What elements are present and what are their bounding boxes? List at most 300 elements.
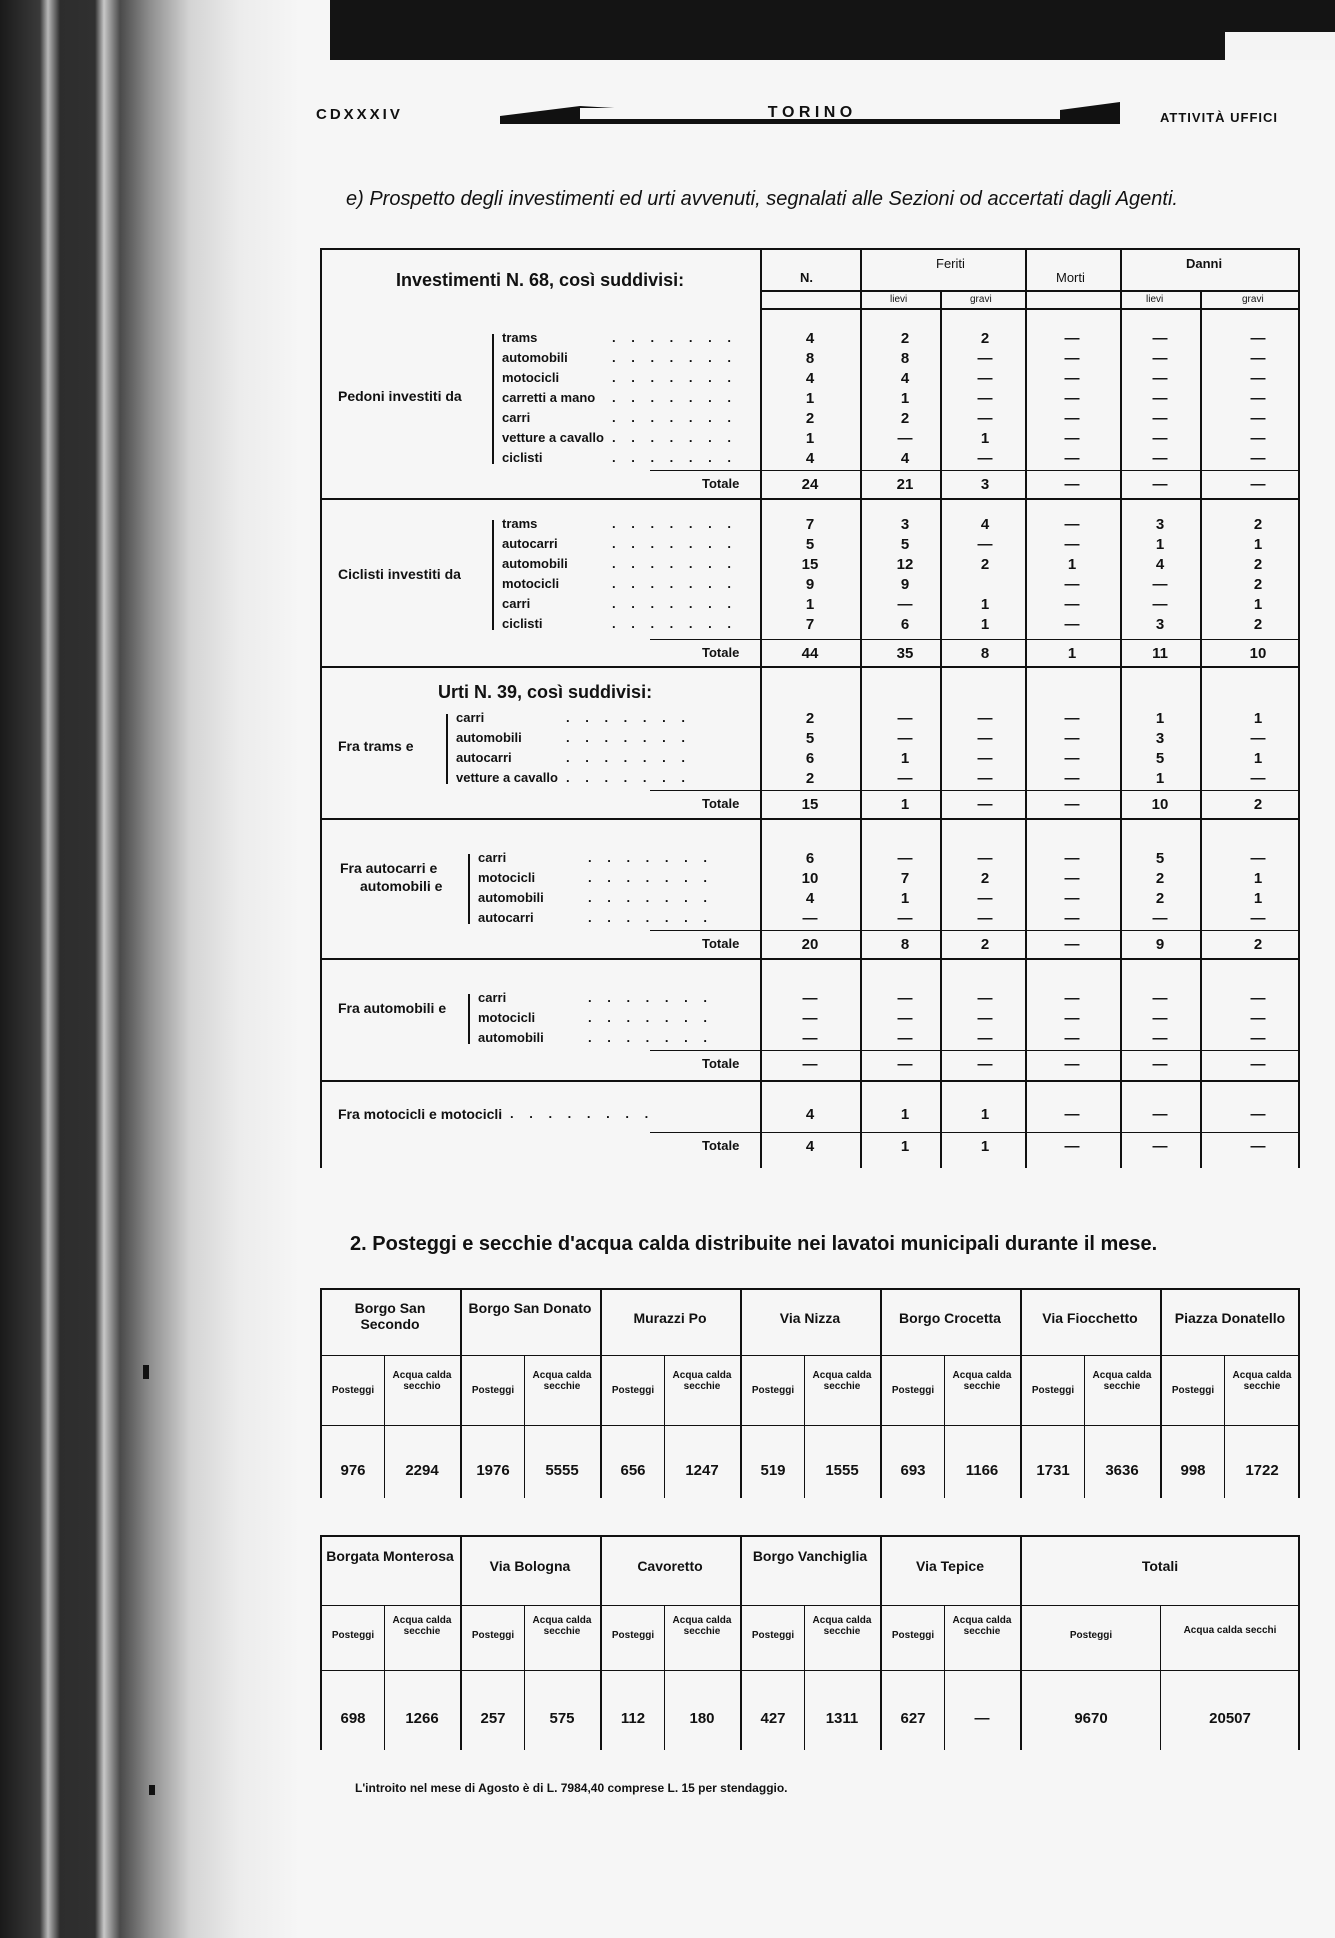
value-fg: — <box>977 1030 993 1047</box>
section-e-title: e) Prospetto degli investimenti ed urti avvenuti, segnalati alle Sezioni od accertati dagli Agenti. <box>346 188 1178 210</box>
table-rule-right <box>1298 248 1300 1168</box>
total-m: — <box>1064 1056 1080 1073</box>
sub-acqua: Acqua calda secchie <box>392 1615 452 1637</box>
total-fg: 1 <box>980 1138 990 1155</box>
value-dl: — <box>1152 1106 1168 1123</box>
value-fg: — <box>977 850 993 867</box>
row-label: autocarri <box>478 910 534 925</box>
row-label: carri <box>456 710 485 725</box>
total-label: Totale <box>702 1138 740 1153</box>
leader-dots: . . . . . . . <box>588 910 713 925</box>
row-label: automobili <box>478 1030 544 1045</box>
acqua-value: 1166 <box>965 1462 999 1479</box>
value-fl: 9 <box>900 576 910 593</box>
acqua-value: 1266 <box>405 1710 439 1727</box>
posteggi-value: 1731 <box>1036 1462 1070 1479</box>
sub-posteggi: Posteggi <box>331 1385 375 1396</box>
value-fl: — <box>897 990 913 1007</box>
total-label: Totale <box>702 1056 740 1071</box>
value-dl: — <box>1152 330 1168 347</box>
location-name: Borgo Vanchiglia <box>752 1548 868 1564</box>
location-name: Via Nizza <box>779 1310 841 1326</box>
value-dl: — <box>1152 370 1168 387</box>
acqua-value: 575 <box>549 1710 575 1727</box>
row-label: motocicli <box>502 370 560 385</box>
value-n: 4 <box>805 450 815 467</box>
value-m: — <box>1064 596 1080 613</box>
urti-heading: Urti N. 39, così suddivisi: <box>438 682 653 702</box>
value-fl: 1 <box>900 1106 910 1123</box>
value-n: — <box>802 910 818 927</box>
value-fg: — <box>977 390 993 407</box>
value-m: — <box>1064 330 1080 347</box>
value-m: — <box>1064 770 1080 787</box>
total-dg: — <box>1250 476 1266 493</box>
total-label: Totale <box>702 796 740 811</box>
value-dl: — <box>1152 410 1168 427</box>
value-dg: — <box>1250 1030 1266 1047</box>
value-fl: 2 <box>900 330 910 347</box>
value-fg: 2 <box>980 870 990 887</box>
value-dl: 1 <box>1155 536 1165 553</box>
value-m: 1 <box>1067 556 1077 573</box>
value-fg: 2 <box>980 556 990 573</box>
location-name: Borgata Monterosa <box>326 1548 454 1564</box>
value-fg: 2 <box>980 330 990 347</box>
total-label: Totale <box>702 936 740 951</box>
row-label: vetture a cavallo <box>456 770 558 785</box>
value-m: — <box>1064 850 1080 867</box>
total-dl: — <box>1152 1056 1168 1073</box>
value-m: — <box>1064 616 1080 633</box>
row-label: carri <box>502 410 531 425</box>
leader-dots: . . . . . . . <box>566 770 691 785</box>
value-dl: — <box>1152 450 1168 467</box>
leader-dots: . . . . . . . <box>566 730 691 745</box>
value-fl: 7 <box>900 870 910 887</box>
totali-posteggi: 9670 <box>1074 1710 1108 1727</box>
value-m: — <box>1064 890 1080 907</box>
row-label: automobili <box>456 730 522 745</box>
value-dg: 1 <box>1253 710 1263 727</box>
posteggi-value: 112 <box>620 1710 646 1727</box>
posteggi-value: 656 <box>620 1462 646 1479</box>
value-dg: 2 <box>1253 576 1263 593</box>
value-fl: — <box>897 710 913 727</box>
value-dg: — <box>1250 1010 1266 1027</box>
value-n: 7 <box>805 616 815 633</box>
table2-sub-rule <box>664 1605 665 1750</box>
table2-sub-rule <box>524 1605 525 1750</box>
value-fl: — <box>897 596 913 613</box>
total-fl: — <box>897 1056 913 1073</box>
sub-acqua: Acqua calda secchie <box>952 1370 1012 1392</box>
row-label: trams <box>502 516 538 531</box>
posteggi-value: 1976 <box>476 1462 510 1479</box>
value-dl: 3 <box>1155 516 1165 533</box>
leader-dots: . . . . . . . <box>588 870 713 885</box>
value-fl: 1 <box>900 750 910 767</box>
value-dl: 4 <box>1155 556 1165 573</box>
total-fg: 3 <box>980 476 990 493</box>
value-n: — <box>802 1030 818 1047</box>
table1-rule-mid <box>320 1355 1300 1356</box>
leader-dots: . . . . . . . <box>612 556 737 571</box>
location-name: Borgo San Donato <box>468 1300 592 1316</box>
sub-posteggi: Posteggi <box>891 1385 935 1396</box>
total-fg: — <box>977 1056 993 1073</box>
table1-rule-top <box>320 1288 1300 1290</box>
group-label: Fra automobili e <box>338 1000 447 1016</box>
header-gravi: gravi <box>1242 294 1264 305</box>
total-fl: 1 <box>900 1138 910 1155</box>
value-n: 4 <box>805 890 815 907</box>
totali-title: Totali <box>1141 1558 1179 1574</box>
value-fg: — <box>977 1010 993 1027</box>
sub-acqua: Acqua calda secchie <box>532 1370 592 1392</box>
totali-sub-rule <box>1160 1605 1161 1750</box>
acqua-value: 3636 <box>1105 1462 1139 1479</box>
total-fg: — <box>977 796 993 813</box>
sub-acqua: Acqua calda secchie <box>952 1615 1012 1637</box>
group-brace <box>468 854 470 924</box>
value-dg: 1 <box>1253 750 1263 767</box>
table1-sub-rule <box>804 1355 805 1498</box>
total-n: 20 <box>801 936 819 953</box>
value-n: — <box>802 1010 818 1027</box>
value-fl: 6 <box>900 616 910 633</box>
group-label: Fra autocarri e <box>340 860 438 876</box>
value-dl: — <box>1152 1010 1168 1027</box>
table1-sub-rule <box>664 1355 665 1498</box>
table1-sub-rule <box>524 1355 525 1498</box>
total-n: 4 <box>805 1138 815 1155</box>
value-fl: 12 <box>896 556 914 573</box>
value-dg: — <box>1250 850 1266 867</box>
posteggi-value: 698 <box>340 1710 366 1727</box>
value-n: 2 <box>805 710 815 727</box>
sub-posteggi: Posteggi <box>611 1630 655 1641</box>
value-m: — <box>1064 516 1080 533</box>
location-name: Via Bologna <box>489 1558 571 1574</box>
total-n: 24 <box>801 476 819 493</box>
group-label: Pedoni investiti da <box>338 388 462 404</box>
acqua-value: 2294 <box>405 1462 439 1479</box>
sub-acqua: Acqua calda secchie <box>812 1370 872 1392</box>
value-dg: — <box>1250 410 1266 427</box>
leader-dots: . . . . . . . <box>612 616 737 631</box>
total-rule <box>650 790 1300 791</box>
value-m: — <box>1064 450 1080 467</box>
value-m: — <box>1064 390 1080 407</box>
value-m: — <box>1064 910 1080 927</box>
acqua-value: 1722 <box>1245 1462 1279 1479</box>
location-name: Borgo Crocetta <box>899 1310 1001 1326</box>
header-feriti: Feriti <box>936 256 965 271</box>
total-fl: 21 <box>896 476 914 493</box>
value-fg: 1 <box>980 616 990 633</box>
header-danni: Danni <box>1186 256 1223 271</box>
value-fg: — <box>977 370 993 387</box>
group-brace <box>492 334 494 464</box>
sub-acqua: Acqua calda secchie <box>672 1370 732 1392</box>
value-dg: — <box>1250 990 1266 1007</box>
value-fg: 1 <box>980 1106 990 1123</box>
leader-dots: . . . . . . . <box>566 750 691 765</box>
row-label: carretti a mano <box>502 390 596 405</box>
value-fl: 8 <box>900 350 910 367</box>
posteggi-value: 257 <box>480 1710 506 1727</box>
value-dl: 3 <box>1155 730 1165 747</box>
location-name: Via Fiocchetto <box>1042 1310 1138 1326</box>
value-fg: — <box>977 450 993 467</box>
value-dg: 1 <box>1253 536 1263 553</box>
value-n: 4 <box>805 1106 815 1123</box>
value-dg: 1 <box>1253 870 1263 887</box>
leader-dots: . . . . . . . <box>566 710 691 725</box>
value-fg: 1 <box>980 596 990 613</box>
sub-acqua: Acqua calda secchie <box>1232 1370 1292 1392</box>
value-dl: — <box>1152 596 1168 613</box>
leader-dots: . . . . . . . <box>612 450 737 465</box>
value-dl: 5 <box>1155 850 1165 867</box>
row-label: ciclisti <box>502 450 543 465</box>
value-fl: — <box>897 850 913 867</box>
value-fg: — <box>977 350 993 367</box>
total-rule <box>650 1132 1300 1133</box>
table-rule-top <box>320 248 1300 250</box>
scan-speck <box>143 1365 149 1379</box>
table-rule-sub <box>760 290 1300 292</box>
row-label: motocicli <box>478 870 536 885</box>
total-rule <box>650 930 1300 931</box>
table2-rule-top <box>320 1535 1300 1537</box>
value-fl: 2 <box>900 410 910 427</box>
scan-left-edge <box>0 0 330 1938</box>
value-fg: — <box>977 730 993 747</box>
total-dl: 11 <box>1152 645 1168 662</box>
value-m: — <box>1064 1010 1080 1027</box>
value-n: 15 <box>801 556 819 573</box>
sub-posteggi: Posteggi <box>331 1630 375 1641</box>
footnote: L'introito nel mese di Agosto è di L. 7984,40 comprese L. 15 per stendaggio. <box>355 1781 788 1795</box>
value-fl: 4 <box>900 450 910 467</box>
acqua-value: 180 <box>689 1710 715 1727</box>
value-m: — <box>1064 1106 1080 1123</box>
value-dg: — <box>1250 730 1266 747</box>
table-rule-header <box>760 308 1300 310</box>
value-fg: — <box>977 990 993 1007</box>
leader-dots: . . . . . . . <box>612 330 737 345</box>
value-dl: 3 <box>1155 616 1165 633</box>
location-name: Cavoretto <box>637 1558 703 1574</box>
table1-sub-rule <box>1084 1355 1085 1498</box>
sub-posteggi: Posteggi <box>891 1630 935 1641</box>
total-rule <box>650 470 1300 471</box>
table2-sub-rule <box>384 1605 385 1750</box>
group-label: Ciclisti investiti da <box>338 566 461 582</box>
section-2-title: 2. Posteggi e secchie d'acqua calda distribuite nei lavatoi municipali durante il mese. <box>350 1233 1158 1255</box>
leader-dots: . . . . . . . <box>588 1030 713 1045</box>
total-m: 1 <box>1067 645 1077 662</box>
value-dl: — <box>1152 390 1168 407</box>
value-n: 8 <box>805 350 815 367</box>
value-m: — <box>1064 350 1080 367</box>
value-dl: — <box>1152 1030 1168 1047</box>
leader-dots: . . . . . . . <box>588 890 713 905</box>
sub-posteggi: Posteggi <box>1171 1385 1215 1396</box>
acqua-value: 1555 <box>825 1462 859 1479</box>
sub-acqua: Acqua calda secchio <box>392 1370 452 1392</box>
leader-dots: . . . . . . . <box>588 990 713 1005</box>
table-col-rule <box>1200 290 1202 1168</box>
header-lievi: lievi <box>890 294 908 305</box>
sub-posteggi: Posteggi <box>471 1385 515 1396</box>
table-col-rule <box>940 290 942 1168</box>
section-rule <box>320 498 1300 500</box>
value-dg: 1 <box>1253 890 1263 907</box>
value-dg: — <box>1250 330 1266 347</box>
group-brace <box>446 714 448 784</box>
sub-posteggi: Posteggi <box>611 1385 655 1396</box>
total-m: — <box>1064 476 1080 493</box>
value-n: — <box>802 990 818 1007</box>
group-brace <box>492 520 494 630</box>
running-title: ATTIVITÀ UFFICI <box>1160 110 1279 125</box>
value-n: 4 <box>805 330 815 347</box>
value-fl: 3 <box>900 516 910 533</box>
total-dl: — <box>1152 1138 1168 1155</box>
posteggi-value: 693 <box>900 1462 926 1479</box>
sub-posteggi: Posteggi <box>751 1630 795 1641</box>
row-label: ciclisti <box>502 616 543 631</box>
total-label: Totale <box>702 476 740 491</box>
sub-posteggi: Posteggi <box>1069 1630 1113 1641</box>
row-label: autocarri <box>502 536 558 551</box>
scan-top-notch <box>1225 32 1335 60</box>
header-morti: Morti <box>1056 270 1085 285</box>
value-n: 5 <box>805 730 815 747</box>
value-m: — <box>1064 870 1080 887</box>
section-rule <box>320 1080 1300 1082</box>
table1-rule-sub <box>320 1425 1300 1426</box>
leader-dots: . . . . . . . <box>588 1010 713 1025</box>
acqua-value: — <box>974 1710 990 1727</box>
table2-rule-sub <box>320 1670 1300 1671</box>
sub-acqua: Acqua calda secchie <box>812 1615 872 1637</box>
value-fg: — <box>977 710 993 727</box>
value-fl: — <box>897 770 913 787</box>
value-m: — <box>1064 750 1080 767</box>
group-label: Fra motocicli e motocicli <box>338 1106 503 1122</box>
leader-dots: . . . . . . . <box>612 350 737 365</box>
value-fl: — <box>897 730 913 747</box>
value-dg: — <box>1250 370 1266 387</box>
group-label: automobili e <box>360 878 443 894</box>
value-dl: 1 <box>1155 770 1165 787</box>
value-fg: — <box>977 750 993 767</box>
total-dl: 9 <box>1155 936 1165 953</box>
total-rule <box>650 639 1300 640</box>
total-fl: 35 <box>896 645 914 662</box>
total-dg: 2 <box>1253 796 1263 813</box>
total-dg: 10 <box>1249 645 1267 662</box>
leader-dots: . . . . . . . <box>612 596 737 611</box>
header-gravi: gravi <box>970 294 992 305</box>
value-fl: — <box>897 1030 913 1047</box>
total-fg: 2 <box>980 936 990 953</box>
value-dl: 5 <box>1155 750 1165 767</box>
value-fl: 5 <box>900 536 910 553</box>
value-dl: 2 <box>1155 890 1165 907</box>
table-rule-left <box>320 248 322 1168</box>
value-m: — <box>1064 990 1080 1007</box>
value-dl: 2 <box>1155 870 1165 887</box>
value-dg: 1 <box>1253 596 1263 613</box>
sub-posteggi: Posteggi <box>1031 1385 1075 1396</box>
acqua-value: 5555 <box>545 1462 579 1479</box>
leader-dots: . . . . . . . <box>588 850 713 865</box>
acqua-value: 1247 <box>685 1462 719 1479</box>
value-m: — <box>1064 410 1080 427</box>
table1-sub-rule <box>1224 1355 1225 1498</box>
investimenti-heading: Investimenti N. 68, così suddivisi: <box>396 270 685 290</box>
value-n: 6 <box>805 750 815 767</box>
table1-sub-rule <box>944 1355 945 1498</box>
group-brace <box>468 994 470 1044</box>
leader-dots: . . . . . . . <box>612 430 737 445</box>
value-fl: — <box>897 430 913 447</box>
value-fg: 1 <box>980 430 990 447</box>
header-city <box>500 102 1120 124</box>
sub-acqua: Acqua calda secchi <box>1183 1625 1277 1636</box>
value-n: 7 <box>805 516 815 533</box>
row-label: automobili <box>502 556 568 571</box>
total-dg: — <box>1250 1056 1266 1073</box>
header-n: N. <box>800 270 813 285</box>
table1-rule-right <box>1298 1288 1300 1498</box>
leader-dots: . . . . . . . <box>612 370 737 385</box>
row-label: autocarri <box>456 750 512 765</box>
row-label: motocicli <box>502 576 560 591</box>
total-fl: 8 <box>900 936 910 953</box>
header-lievi: lievi <box>1146 294 1164 305</box>
value-fg: — <box>977 536 993 553</box>
value-n: 10 <box>801 870 819 887</box>
total-n: — <box>802 1056 818 1073</box>
leader-dots: . . . . . . . <box>612 536 737 551</box>
total-n: 44 <box>801 645 819 662</box>
total-fl: 1 <box>900 796 910 813</box>
sub-posteggi: Posteggi <box>471 1630 515 1641</box>
posteggi-value: 976 <box>340 1462 366 1479</box>
section-rule <box>320 958 1300 960</box>
total-m: — <box>1064 936 1080 953</box>
row-label: automobili <box>502 350 568 365</box>
header-city-text: T O R I N O <box>767 104 853 121</box>
posteggi-value: 427 <box>760 1710 786 1727</box>
table2-sub-rule <box>804 1605 805 1750</box>
leader-dots: . . . . . . . . <box>510 1106 655 1121</box>
value-dl: — <box>1152 576 1168 593</box>
value-fg: 4 <box>980 516 990 533</box>
value-m: — <box>1064 1030 1080 1047</box>
value-dg: — <box>1250 770 1266 787</box>
row-label: trams <box>502 330 538 345</box>
leader-dots: . . . . . . . <box>612 576 737 591</box>
page-number: CDXXXIV <box>316 106 403 123</box>
acqua-value: 1311 <box>825 1710 859 1727</box>
